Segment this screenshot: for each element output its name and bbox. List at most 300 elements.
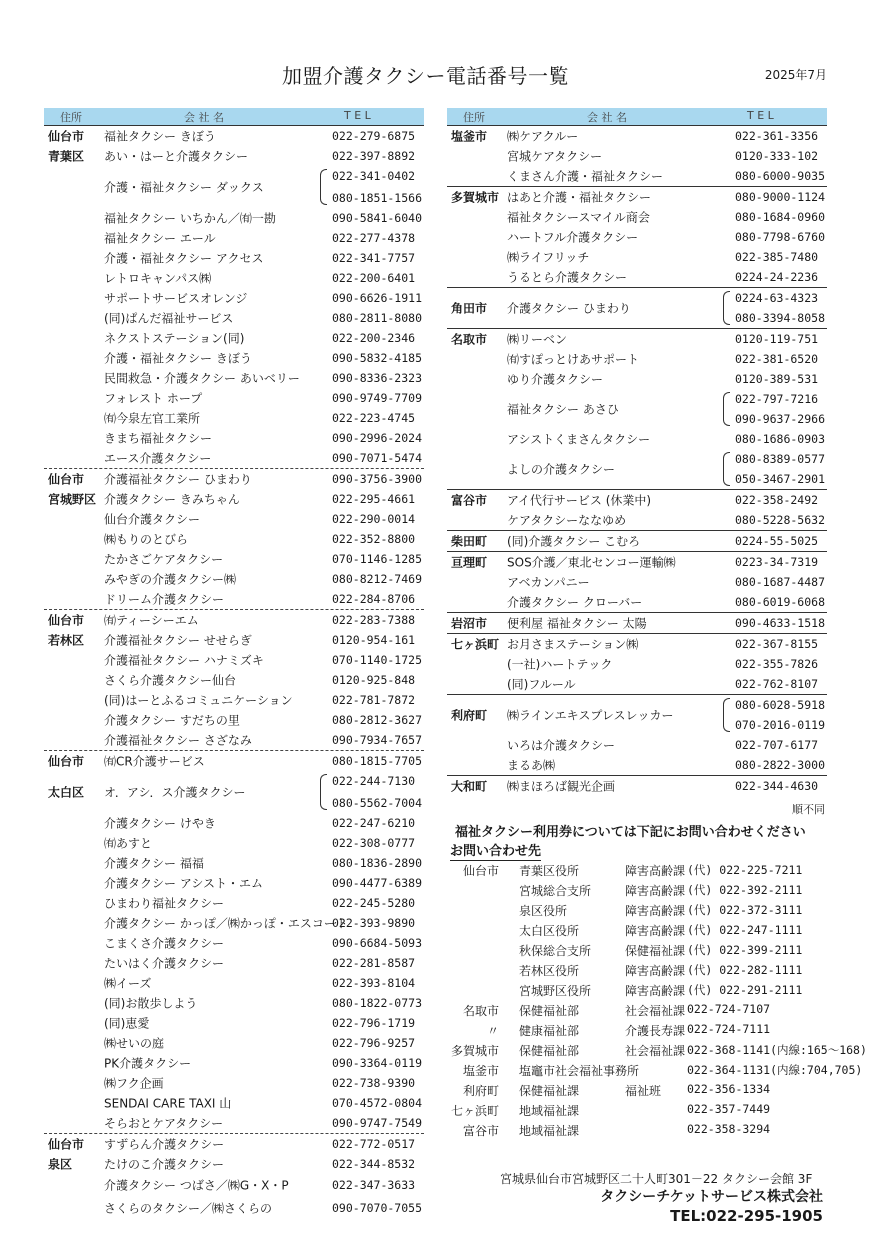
table-row — [44, 569, 424, 589]
table-row — [44, 509, 424, 529]
contact-dept: 障害高齢課 — [625, 984, 686, 998]
company-name: アシストくまさんタクシー — [507, 432, 651, 447]
phone-number: 022-385-7480 — [735, 250, 819, 264]
contact-tel: (代) 022-399-2111 — [687, 943, 803, 957]
area-label: 仙台市 — [48, 613, 85, 628]
company-name: ドリーム介護タクシー — [104, 592, 225, 607]
company-name: みやぎの介護タクシー㈱ — [104, 572, 237, 587]
phone-number: 080-1687-4487 — [735, 575, 826, 589]
contact-office: 宮城野区役所 — [519, 984, 592, 998]
table-row — [447, 125, 827, 146]
company-name: サポートサービスオレンジ — [104, 291, 248, 306]
contact-tel: (代) 022-282-1111 — [687, 963, 803, 977]
company-name: SENDAI CARE TAXI 山 — [104, 1096, 232, 1111]
company-name: 福祉タクシー きぼう — [104, 129, 216, 144]
table-row — [44, 368, 424, 388]
table-row — [44, 529, 424, 549]
inquiry-title: お問い合わせ先 — [450, 840, 541, 861]
contact-city: 〃 — [486, 1024, 499, 1038]
phone-number: 080-8389-0577 — [735, 452, 826, 466]
table-row — [44, 268, 424, 288]
table-row — [44, 771, 424, 813]
phone-number: 080-1686-0903 — [735, 432, 826, 446]
contact-office: 保健福祉部 — [519, 1004, 580, 1018]
company-name: 宮城ケアタクシー — [507, 149, 603, 164]
brace-mark — [723, 392, 730, 426]
contact-dept: 社会福祉課 — [625, 1004, 686, 1018]
company-name: たいはく介護タクシー — [104, 956, 225, 971]
company-name: たけのこ介護タクシー — [104, 1157, 225, 1172]
table-row — [447, 612, 827, 633]
table-row — [44, 710, 424, 730]
company-name: 介護・福祉タクシー きぼう — [104, 351, 252, 366]
contact-office: 保健福祉課 — [519, 1084, 580, 1098]
company-name: あい・はーと介護タクシー — [104, 149, 249, 164]
phone-number: 080-5228-5632 — [735, 513, 826, 527]
company-name: お月さまステーション㈱ — [507, 637, 639, 652]
contact-city: 富谷市 — [462, 1124, 499, 1138]
area-label: 富谷市 — [451, 493, 488, 508]
contact-tel: 022-358-3294 — [687, 1122, 771, 1136]
phone-number: 080-8212-7469 — [332, 572, 423, 586]
area-label: 泉区 — [48, 1157, 73, 1172]
phone-number: 0224-24-2236 — [735, 270, 819, 284]
company-name: ㈲CR介護サービス — [104, 754, 205, 769]
company-name: 介護・福祉タクシー ダックス — [104, 180, 264, 195]
contact-tel: 022-724-7111 — [687, 1022, 771, 1036]
contact-office: 太白区役所 — [519, 924, 580, 938]
contact-tel: 022-368-1141(内線:165〜168) — [687, 1043, 867, 1057]
phone-number: 022-290-0014 — [332, 512, 416, 526]
header-area: 住所 — [463, 111, 485, 124]
company-name: オ．アシ．ス介護タクシー — [104, 785, 246, 800]
table-row — [44, 1133, 424, 1154]
contact-row — [447, 940, 827, 960]
contact-tel: 022-356-1334 — [687, 1082, 771, 1096]
table-row — [44, 1174, 424, 1196]
phone-number: 022-397-8892 — [332, 149, 416, 163]
table-row — [44, 730, 424, 750]
table-row — [44, 428, 424, 448]
phone-number: 080-6028-5918 — [735, 698, 826, 712]
phone-number: 022-200-6401 — [332, 271, 416, 285]
company-name: ㈱まほろば観光企画 — [507, 779, 616, 794]
phone-number-alt: 090-9637-2966 — [735, 412, 826, 426]
table-row — [447, 551, 827, 572]
phone-number: 022-796-9257 — [332, 1036, 416, 1050]
footer-company: タクシーチケットサービス株式会社 — [600, 1189, 823, 1205]
phone-number: 080-1684-0960 — [735, 210, 826, 224]
table-row — [447, 369, 827, 389]
phone-number: 022-244-7130 — [332, 774, 416, 788]
table-row — [447, 287, 827, 328]
phone-number: 090-7070-7055 — [332, 1201, 423, 1215]
table-row — [44, 489, 424, 509]
table-row — [44, 1093, 424, 1113]
company-name: ケアタクシーななゆめ — [507, 513, 627, 528]
company-name: すずらん介護タクシー — [104, 1137, 225, 1152]
table-row — [44, 166, 424, 208]
contact-office: 泉区役所 — [519, 904, 568, 918]
footer-tel: TEL:022-295-1905 — [670, 1207, 823, 1225]
company-name: アベカンパニー — [507, 575, 590, 590]
company-name: ㈱イーズ — [104, 976, 152, 991]
contact-dept: 保健福祉課 — [625, 944, 686, 958]
phone-number: 090-3756-3900 — [332, 472, 423, 486]
phone-number: 0120-119-751 — [735, 332, 819, 346]
phone-number: 022-796-1719 — [332, 1016, 416, 1030]
contact-dept: 障害高齢課 — [625, 924, 686, 938]
table-row — [447, 775, 827, 796]
header-tel: T E L — [747, 109, 774, 122]
page-title: 加盟介護タクシー電話番号一覧 — [282, 64, 569, 88]
table-row — [44, 146, 424, 166]
contact-row — [447, 900, 827, 920]
table-row — [44, 228, 424, 248]
phone-number: 022-295-4661 — [332, 492, 416, 506]
company-name: たかさごケアタクシー — [104, 552, 224, 567]
table-row — [44, 408, 424, 428]
phone-number: 022-245-5280 — [332, 896, 416, 910]
phone-number: 022-341-7757 — [332, 251, 416, 265]
area-label: 仙台市 — [48, 472, 85, 487]
phone-number: 0224-55-5025 — [735, 534, 819, 548]
phone-number: 022-277-4378 — [332, 231, 416, 245]
company-name: さくらのタクシー／㈱さくらの — [104, 1201, 273, 1216]
phone-number: 080-1815-7705 — [332, 754, 423, 768]
contact-office: 塩竈市社会福祉事務所 — [519, 1064, 640, 1078]
table-row — [44, 1073, 424, 1093]
phone-number: 0224-63-4323 — [735, 291, 819, 305]
table-row — [44, 833, 424, 853]
contact-tel: 022-724-7107 — [687, 1002, 771, 1016]
phone-number: 022-738-9390 — [332, 1076, 416, 1090]
phone-number: 022-367-8155 — [735, 637, 819, 651]
contact-city: 名取市 — [462, 1004, 499, 1018]
contact-office: 健康福祉部 — [519, 1024, 580, 1038]
area-label: 利府町 — [451, 708, 488, 723]
company-name: ㈲ティーシーエム — [104, 613, 199, 628]
brace-mark — [723, 452, 730, 486]
phone-number-alt: 080-3394-8058 — [735, 311, 826, 325]
company-name: よしの介護タクシー — [507, 462, 616, 477]
contact-dept: 介護長寿課 — [625, 1024, 686, 1038]
company-name: 介護タクシー すだちの里 — [104, 713, 240, 728]
company-name: 介護タクシー クローバー — [507, 595, 643, 610]
phone-number: 0120-925-848 — [332, 673, 416, 687]
company-name: そらおとケアタクシー — [104, 1116, 224, 1131]
phone-number: 022-200-2346 — [332, 331, 416, 345]
inquiry-heading: 福祉タクシー利用券については下記にお問い合わせください — [455, 825, 806, 840]
phone-number: 080-2822-3000 — [735, 758, 826, 772]
contact-row — [447, 1100, 827, 1120]
company-name: ㈱もりのとびら — [104, 532, 189, 547]
table-row — [44, 208, 424, 228]
contact-dept: 障害高齢課 — [625, 884, 686, 898]
table-row — [447, 735, 827, 755]
phone-number: 090-4477-6389 — [332, 876, 423, 890]
phone-number: 022-279-6875 — [332, 129, 416, 143]
contact-office: 秋保総合支所 — [519, 944, 592, 958]
contact-dept: 障害高齢課 — [625, 964, 686, 978]
company-name: うるとら介護タクシー — [507, 270, 628, 285]
table-row — [447, 207, 827, 227]
company-name: (同)恵愛 — [104, 1016, 150, 1031]
area-label: 若林区 — [48, 633, 85, 648]
phone-number: 0120-954-161 — [332, 633, 416, 647]
contact-dept: 障害高齢課 — [625, 864, 686, 878]
phone-number: 090-9749-7709 — [332, 391, 423, 405]
area-label: 角田市 — [451, 301, 488, 316]
company-name: はあと介護・福祉タクシー — [507, 190, 652, 205]
table-row — [44, 1053, 424, 1073]
footer-address: 宮城県仙台市宮城野区二十人町301－22 タクシー会館 3F — [500, 1172, 813, 1186]
phone-number: 0223-34-7319 — [735, 555, 819, 569]
table-row — [44, 993, 424, 1013]
phone-number-alt: 080-5562-7004 — [332, 796, 423, 810]
table-row — [447, 186, 827, 207]
company-name: きまち福祉タクシー — [104, 431, 213, 446]
phone-number: 090-8336-2323 — [332, 371, 423, 385]
area-label: 柴田町 — [451, 534, 488, 549]
company-name: ㈱せいの庭 — [104, 1036, 165, 1051]
company-name: 介護タクシー 福福 — [104, 856, 204, 871]
company-name: ネクストステーション(同) — [104, 331, 245, 346]
contact-dept: 障害高齢課 — [625, 904, 686, 918]
table-row — [44, 650, 424, 670]
contact-tel: (代) 022-225-7211 — [687, 863, 803, 877]
table-row — [447, 674, 827, 694]
company-name: ハートフル介護タクシー — [507, 230, 639, 245]
company-name: 仙台介護タクシー — [104, 512, 201, 527]
table-row — [447, 267, 827, 287]
phone-number: 022-762-8107 — [735, 677, 819, 691]
contact-city: 多賀城市 — [450, 1044, 499, 1058]
table-row — [44, 1013, 424, 1033]
company-name: 介護タクシー ひまわり — [507, 301, 631, 316]
company-name: 福祉タクシー あさひ — [507, 402, 619, 417]
company-name: 民間救急・介護タクシー あいベリー — [104, 371, 300, 386]
phone-number: 022-284-8706 — [332, 592, 416, 606]
phone-number: 090-5841-6040 — [332, 211, 423, 225]
phone-number: 090-4633-1518 — [735, 616, 826, 630]
phone-number: 022-381-6520 — [735, 352, 819, 366]
company-name: ㈲すぽっとけあサポート — [507, 352, 640, 367]
phone-number: 022-355-7826 — [735, 657, 819, 671]
company-name: 介護タクシー けやき — [104, 816, 216, 831]
table-row — [44, 125, 424, 146]
table-row — [44, 1113, 424, 1133]
right-directory — [447, 108, 827, 796]
table-row — [44, 690, 424, 710]
table-row — [44, 873, 424, 893]
contact-tel: (代) 022-372-3111 — [687, 903, 803, 917]
table-row — [447, 633, 827, 654]
table-row — [447, 389, 827, 429]
area-label: 仙台市 — [48, 129, 85, 144]
table-row — [447, 755, 827, 775]
contact-city: 塩釜市 — [462, 1064, 499, 1078]
company-name: いろは介護タクシー — [507, 738, 616, 753]
phone-number: 022-344-4630 — [735, 779, 819, 793]
brace-mark — [320, 774, 327, 810]
company-name: ㈱リーベン — [507, 332, 568, 347]
table-row — [447, 429, 827, 449]
company-name: 便利屋 福祉タクシー 太陽 — [507, 616, 647, 631]
company-name: (同)介護タクシー こむろ — [507, 534, 641, 549]
table-row — [44, 248, 424, 268]
table-row — [447, 592, 827, 612]
contact-dept: 福祉班 — [625, 1084, 662, 1098]
table-row — [44, 893, 424, 913]
table-row — [44, 670, 424, 690]
area-label: 青葉区 — [48, 149, 85, 164]
area-label: 塩釜市 — [451, 129, 488, 144]
phone-number: 070-1140-1725 — [332, 653, 423, 667]
contact-tel: (代) 022-247-1111 — [687, 923, 803, 937]
contact-row — [447, 1040, 867, 1060]
company-name: SOS介護／東北センコー運輸㈱ — [507, 555, 676, 570]
phone-number: 022-347-3633 — [332, 1178, 416, 1192]
phone-number: 022-393-9890 — [332, 916, 416, 930]
table-row — [44, 1154, 424, 1174]
phone-number: 080-7798-6760 — [735, 230, 826, 244]
table-row — [447, 510, 827, 530]
company-name: アイ代行サービス (休業中) — [507, 493, 652, 508]
table-row — [44, 448, 424, 468]
company-name: 福祉タクシースマイル商会 — [507, 210, 650, 225]
table-row — [447, 449, 827, 489]
date-label: 2025年7月 — [764, 68, 827, 82]
right-table-header — [447, 108, 827, 125]
area-label: 多賀城市 — [451, 190, 500, 205]
table-row — [44, 549, 424, 569]
phone-number: 022-393-8104 — [332, 976, 416, 990]
phone-number: 022-772-0517 — [332, 1137, 416, 1151]
phone-number: 090-7934-7657 — [332, 733, 423, 747]
company-name: 介護福祉タクシー せせらぎ — [104, 633, 252, 648]
contact-list — [447, 860, 867, 1140]
phone-number: 080-6000-9035 — [735, 169, 826, 183]
area-label: 宮城野区 — [48, 492, 97, 507]
phone-number: 080-6019-6068 — [735, 595, 826, 609]
contact-office: 宮城総合支所 — [519, 884, 592, 898]
table-row — [44, 813, 424, 833]
area-label: 亘理町 — [451, 555, 488, 570]
phone-number: 022-358-2492 — [735, 493, 819, 507]
company-name: 介護タクシー つばさ／㈱G・X・P — [104, 1178, 289, 1193]
contact-dept: 社会福祉課 — [625, 1044, 686, 1058]
phone-number-alt: 080-1851-1566 — [332, 191, 423, 205]
contact-tel: 022-364-1131(内線:704,705) — [687, 1063, 863, 1077]
table-row — [44, 308, 424, 328]
table-row — [44, 288, 424, 308]
phone-number: 0120-389-531 — [735, 372, 819, 386]
phone-number: 022-352-8800 — [332, 532, 416, 546]
table-row — [447, 227, 827, 247]
contact-tel: 022-357-7449 — [687, 1102, 771, 1116]
contact-office: 保健福祉部 — [519, 1044, 580, 1058]
phone-number: 090-6684-5093 — [332, 936, 423, 950]
company-name: 介護福祉タクシー さざなみ — [104, 733, 252, 748]
phone-number: 0120-333-102 — [735, 149, 819, 163]
brace-mark — [320, 169, 327, 205]
table-row — [44, 328, 424, 348]
table-row — [44, 1033, 424, 1053]
contact-city: 仙台市 — [462, 864, 499, 878]
company-name: ㈲今泉左官工業所 — [104, 411, 201, 426]
header-tel: T E L — [344, 109, 371, 122]
phone-number: 090-2996-2024 — [332, 431, 423, 445]
table-row — [447, 166, 827, 186]
company-name: さくら介護タクシー仙台 — [104, 673, 237, 688]
company-name: 介護タクシー かっぽ／㈱かっぽ・エスコート — [104, 916, 348, 931]
area-label: 仙台市 — [48, 1137, 85, 1152]
company-name: ㈱フク企画 — [104, 1076, 164, 1091]
company-name: ㈱ラインエキスプレスレッカー — [507, 708, 674, 723]
phone-number: 022-341-0402 — [332, 169, 416, 183]
company-name: 介護タクシー アシスト・エム — [104, 876, 263, 891]
area-label: 名取市 — [451, 332, 488, 347]
brace-mark — [723, 291, 730, 325]
contact-row — [447, 1120, 827, 1140]
contact-row — [447, 920, 827, 940]
table-row — [447, 530, 827, 551]
phone-number-alt: 070-2016-0119 — [735, 718, 826, 732]
area-label: 太白区 — [48, 785, 85, 800]
table-row — [447, 694, 827, 735]
phone-number: 022-707-6177 — [735, 738, 819, 752]
contact-row — [447, 1060, 863, 1080]
company-name: 介護・福祉タクシー アクセス — [104, 251, 264, 266]
table-row — [44, 853, 424, 873]
company-name: レトロキャンパス㈱ — [104, 271, 212, 286]
table-row — [44, 973, 424, 993]
table-row — [447, 328, 827, 349]
area-label: 七ヶ浜町 — [451, 637, 500, 652]
contact-tel: (代) 022-291-2111 — [687, 983, 803, 997]
contact-office: 若林区役所 — [519, 964, 580, 978]
table-row — [44, 589, 424, 609]
phone-number: 090-6626-1911 — [332, 291, 423, 305]
company-name: くまさん介護・福祉タクシー — [507, 169, 664, 184]
contact-office: 地域福祉課 — [519, 1124, 580, 1138]
phone-number: 022-361-3356 — [735, 129, 819, 143]
header-company: 会 社 名 — [184, 111, 224, 124]
contact-city: 七ヶ浜町 — [450, 1104, 499, 1118]
table-row — [44, 933, 424, 953]
table-row — [44, 388, 424, 408]
phone-number: 090-7071-5474 — [332, 451, 423, 465]
company-name: ㈱ライフリッチ — [507, 250, 590, 265]
phone-number: 080-1822-0773 — [332, 996, 423, 1010]
contact-row — [447, 960, 827, 980]
phone-number: 022-283-7388 — [332, 613, 416, 627]
company-name: まるあ㈱ — [507, 758, 556, 773]
phone-number: 022-797-7216 — [735, 392, 819, 406]
contact-row — [447, 860, 827, 880]
phone-number: 022-308-0777 — [332, 836, 416, 850]
contact-office: 青葉区役所 — [519, 864, 580, 878]
table-row — [447, 572, 827, 592]
area-label: 仙台市 — [48, 754, 85, 769]
phone-number: 022-223-4745 — [332, 411, 416, 425]
phone-number: 080-2812-3627 — [332, 713, 423, 727]
contact-row — [447, 1000, 827, 1020]
phone-number: 022-781-7872 — [332, 693, 416, 707]
company-name: ㈲あすと — [104, 836, 153, 851]
left-table-header — [44, 108, 424, 125]
